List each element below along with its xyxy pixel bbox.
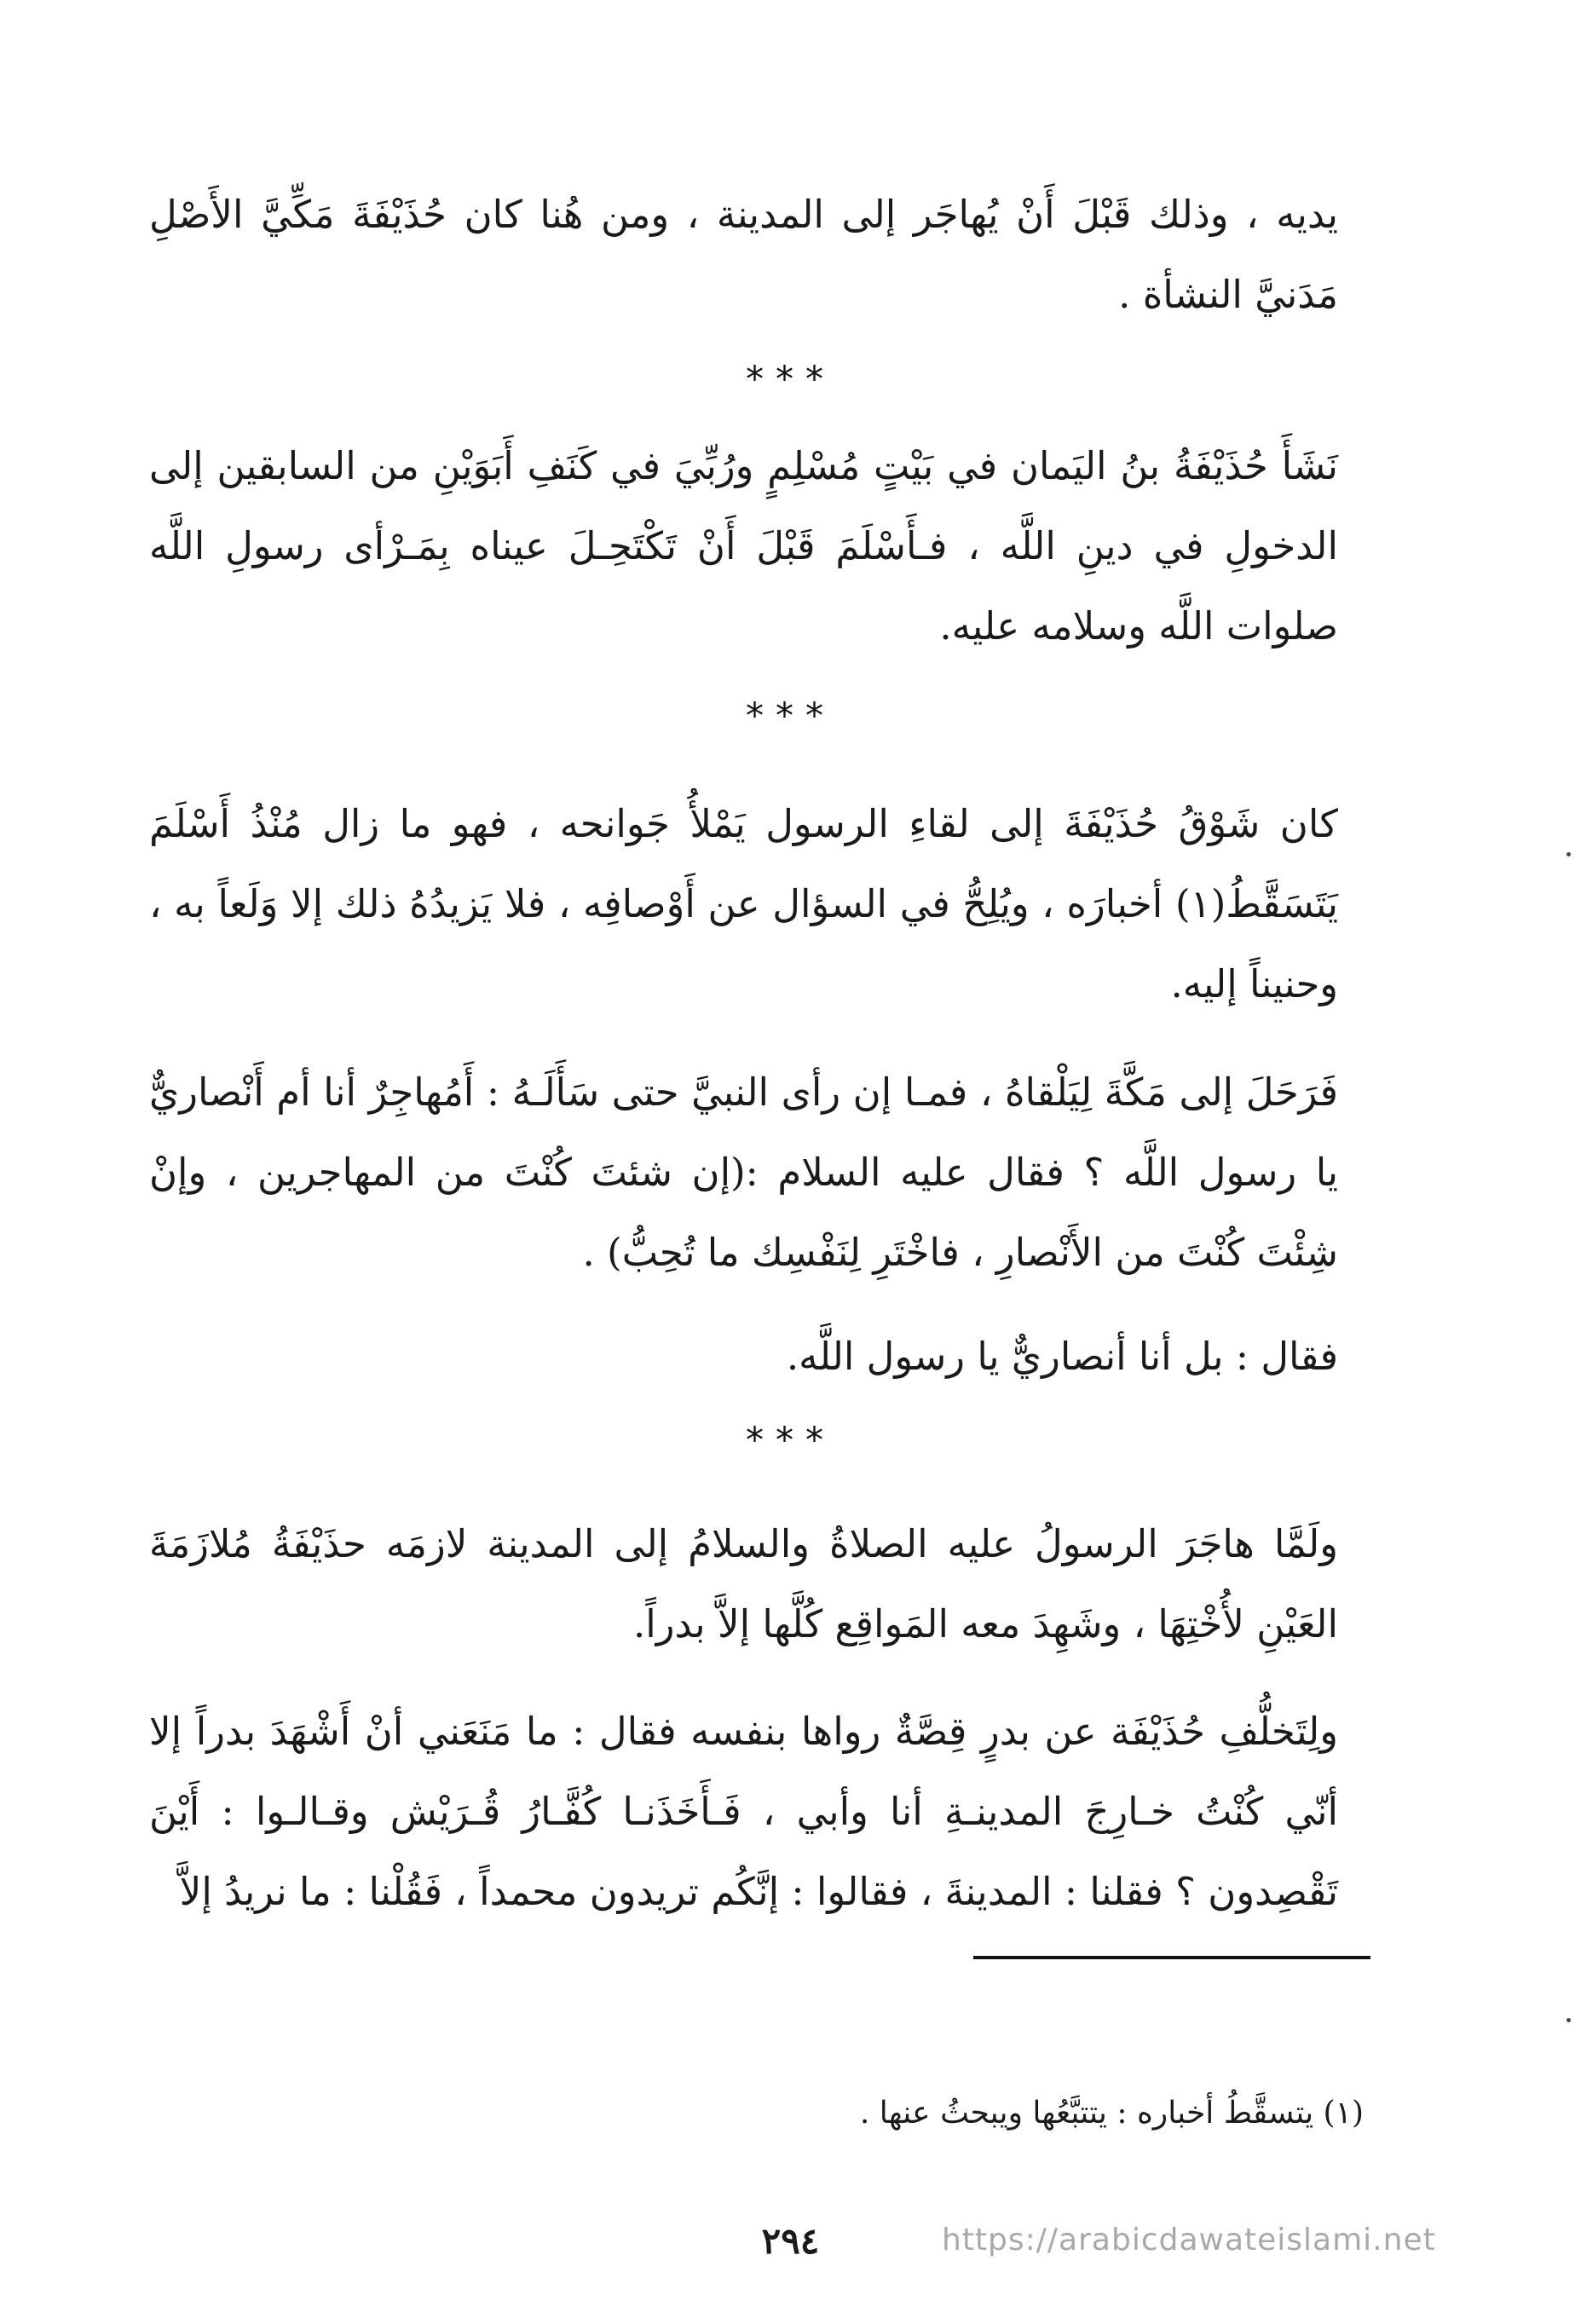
scan-speck	[1567, 2018, 1571, 2022]
paragraph-upbringing: نَشَأَ حُذَيْفَةُ بنُ اليَمان في بَيْتٍ مُسْلِمٍ ورُبِّيَ في كَنَفِ أَبَوَيْنِ من السابقين إلى الدخولِ في دينِ اللَّه ، فـأَسْلَمَ قَبْلَ أَنْ تَكْتَحِـلَ عيناه بِمَـرْأى رسولِ اللَّه صلوات اللَّه وسلامه عليه.	[149, 443, 1338, 649]
paragraph-opening: يديه ، وذلك قَبْلَ أَنْ يُهاجَر إلى المدينة ، ومن هُنا كان حُذَيْفَةَ مَكِّيَّ الأَصْلِ مَدَنيَّ النشأة .	[149, 192, 1338, 317]
page-number: ٢٩٤	[761, 2220, 820, 2262]
footnote: (١) يتسقَّطُ أخباره : يتتبَّعُها ويبحثُ عنها .	[859, 2096, 1364, 2131]
paragraph-journey-to-mecca: فَرَحَلَ إلى مَكَّةَ لِيَلْقاهُ ، فمـا إن رأى النبيَّ حتى سَأَلَـهُ : أَمُهاجِرٌ أنا أم أَنْصاريٌّ يا رسول اللَّه ؟ فقال عليه السلام :(إن شئتَ كُنْتَ من المهاجرين ، وإنْ شِئْتَ كُنْتَ من الأَنْصارِ ، فاخْتَرِ لِنَفْسِك ما تُحِبُّ) .	[149, 1070, 1338, 1275]
paragraph-ansari-reply: فقال : بل أنا أنصاريٌّ يا رسول اللَّه.	[786, 1334, 1338, 1379]
section-separator: ***	[746, 358, 835, 400]
footnote-divider	[973, 1956, 1370, 1959]
paragraph-badr-story: ولِتَخلُّفِ حُذَيْفَة عن بدرٍ قِصَّةٌ رواها بنفسه فقال : ما مَنَعَني أنْ أَشْهَدَ بدراً إلا أنّي كُنْتُ خـارِجَ المدينـةِ أنا وأبي ، فَـأَخَذَنـا كُفَّـارُ قُـرَيْش وقـالـوا : أَيْنَ تَقْصِدون ؟ فقلنا : المدينةَ ، فقالوا : إنَّكُم تريدون محمداً ، فَقُلْنا : ما نريدُ إلاَّ	[149, 1709, 1338, 1914]
section-separator: ***	[746, 1419, 835, 1461]
paragraph-longing: كان شَوْقُ حُذَيْفَةَ إلى لقاءِ الرسول يَمْلأُ جَوانحه ، فهو ما زال مُنْذُ أَسْلَمَ يَتَسَقَّطُ(١) أخبارَه ، ويُلِحُّ في السؤال عن أَوْصافِه ، فلا يَزيدُهُ ذلك إلا وَلَعاً به ، وحنيناً إليه.	[149, 801, 1338, 1006]
scan-speck	[1567, 852, 1571, 856]
watermark-url: https://arabicdawateislami.net	[942, 2223, 1436, 2258]
paragraph-migration: ولَمَّا هاجَرَ الرسولُ عليه الصلاةُ والسلامُ إلى المدينة لازمَه حذَيْفَةُ مُلازَمَةَ العَيْنِ لأُخْتِهَا ، وشَهِدَ معه المَواقِع كُلَّها إلاَّ بدراً.	[149, 1521, 1338, 1646]
section-separator: ***	[746, 695, 835, 736]
